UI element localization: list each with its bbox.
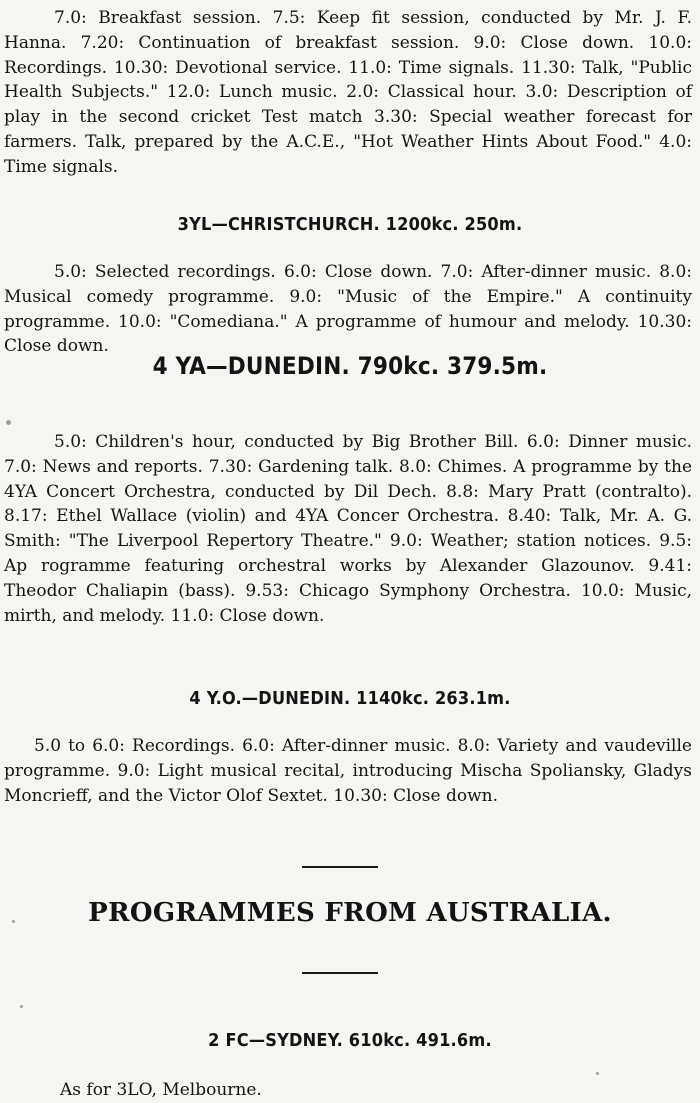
3ya-programme-text: 7.0: Breakfast session. 7.5: Keep fit session, conducted by Mr. J. F. Hanna. 7.20: Continuation of breakfast session. 9.0: Close down. 10.0: Recordings. 10.30: Devotional service. 11.0: Time signals. 11.30: Talk, "Public Health Subjects." 12.0: Lunch music. 2.0: Classical hour. 3.0: Description of play in the second cricket Test match 3.30: Special weather forecast for farmers. Talk, prepared by the A.C.E., "Hot Weather Hints About Food." 4.0: Time signals. [4, 8, 692, 177]
4ya-programme-text: 5.0: Children's hour, conducted by Big Brother Bill. 6.0: Dinner music. 7.0: News and reports. 7.30: Gardening talk. 8.0: Chimes. A programme by the 4YA Concert Orchestra, conducted by Dil Dech. 8.8: Mary Pratt (contralto). 8.17: Ethel Wallace (violin) and 4YA Concer Orchestra. 8.40: Talk, Mr. A. G. Smith: "The Liverpool Repertory Theatre." 9.0: Weather; station notices. 9.5: Ap rogramme featuring orchestral works by Alexander Glazounov. 9.41: Theodor Chaliapin (bass). 9.53: Chicago Symphony Orchestra. 10.0: Music, mirth, and melody. 11.0: Close down. [4, 432, 692, 626]
print-speck [6, 420, 11, 425]
print-speck [12, 920, 15, 923]
australia-heading: PROGRAMMES FROM AUSTRALIA. [88, 898, 612, 928]
4ya-heading: 4 YA—DUNEDIN. 790kc. 379.5m. [152, 352, 548, 380]
print-speck [20, 1005, 23, 1008]
4yo-programme-text: 5.0 to 6.0: Recordings. 6.0: After-dinner music. 8.0: Variety and vaudeville programme. 9.0: Light musical recital, introducing Mischa Spoliansky, Gladys Moncrieff, and the Victor Olof Sextet. 10.30: Close down. [4, 736, 692, 806]
3yl-programme-text: 5.0: Selected recordings. 6.0: Close down. 7.0: After-dinner music. 8.0: Musical comedy programme. 9.0: "Music of the Empire." A continuity programme. 10.0: "Comediana." A programme of humour and melody. 10.30: Close down. [4, 262, 692, 357]
2fc-heading: 2 FC—SYDNEY. 610kc. 491.6m. [208, 1030, 492, 1051]
bottom-divider-rule [302, 972, 378, 974]
2fc-programme-text: As for 3LO, Melbourne. [60, 1080, 262, 1100]
4yo-heading: 4 Y.O.—DUNEDIN. 1140kc. 263.1m. [189, 688, 511, 709]
top-divider-rule [302, 866, 378, 868]
print-speck [596, 1072, 599, 1075]
3yl-heading: 3YL—CHRISTCHURCH. 1200kc. 250m. [177, 214, 523, 235]
